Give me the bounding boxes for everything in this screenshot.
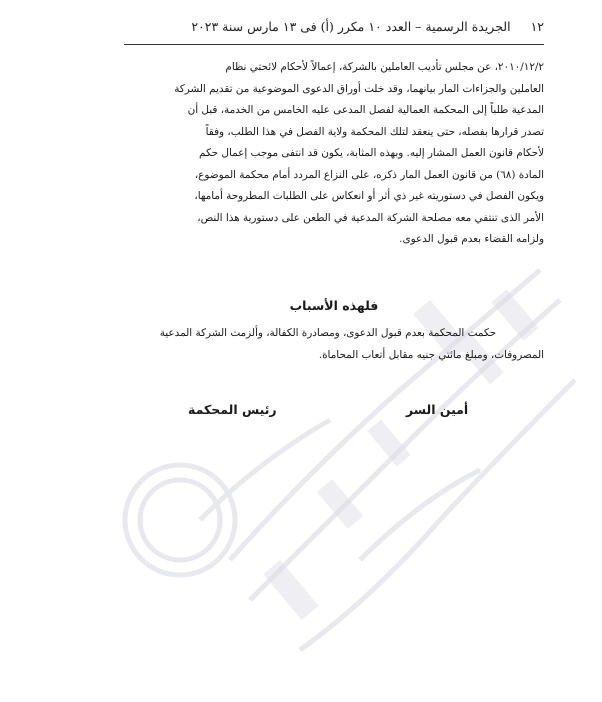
- body-line: ولزامه القضاء بعدم قبول الدعوى.: [399, 233, 544, 245]
- body-line: ٢٠١٠/١٢/٢، عن مجلس تأديب العاملين بالشركة، إعمالاً لأحكام لائحتي نظام: [225, 61, 544, 73]
- gazette-title: الجريدة الرسمية – العدد ١٠ مكرر (أ) فى ١٣ مارس سنة ٢٠٢٣: [191, 18, 511, 34]
- body-line: تصدر قرارها بفصله، حتى ينعقد لتلك المحكمة ولاية الفصل في هذا الطلب، وفقاً: [205, 125, 544, 138]
- body-line: الأمر الذى تنتفي معه مصلحة الشركة المدعية في الطعن على دستورية هذا النص،: [197, 211, 544, 224]
- ruling-body: [124, 57, 544, 251]
- page-number: ١٢: [530, 18, 544, 34]
- court-president-signature-label: رئيس المحكمة: [188, 402, 277, 417]
- verdict-line: حكمت المحكمة بعدم قبول الدعوى، ومصادرة الكفالة، وألزمت الشركة المدعية: [159, 327, 496, 339]
- page-header: [124, 16, 544, 36]
- body-line: العاملين والجزاءات المار بيانهما، وقد خلت أوراق الدعوى الموضوعية من تقديم الشركة: [174, 82, 544, 95]
- secretary-signature-label: أمين السر: [406, 402, 469, 417]
- verdict-text: [124, 323, 544, 366]
- verdict-line: المصروفات، ومبلغ مائتي جنيه مقابل أتعاب المحاماة.: [318, 348, 544, 361]
- body-line: المدعية طلباً إلى المحكمة العمالية لفصل المدعى عليه الخامس من الخدمة، قبل أن: [187, 104, 544, 116]
- body-line: ويكون الفصل في دستوريته غير ذي أثر أو انعكاس على الطلبات المطروحة أمامها،: [194, 190, 544, 202]
- body-line: لأحكام قانون العمل المشار إليه. وبهذه المثابة، يكون قد انتفى موجب إعمال حكم: [199, 147, 544, 159]
- header-divider: [124, 44, 544, 45]
- reasons-heading: فلهذه الأسباب: [289, 298, 379, 313]
- body-line: المادة (٦٨) من قانون العمل المار ذكره، على النزاع المردد أمام محكمة الموضوع،: [194, 168, 544, 181]
